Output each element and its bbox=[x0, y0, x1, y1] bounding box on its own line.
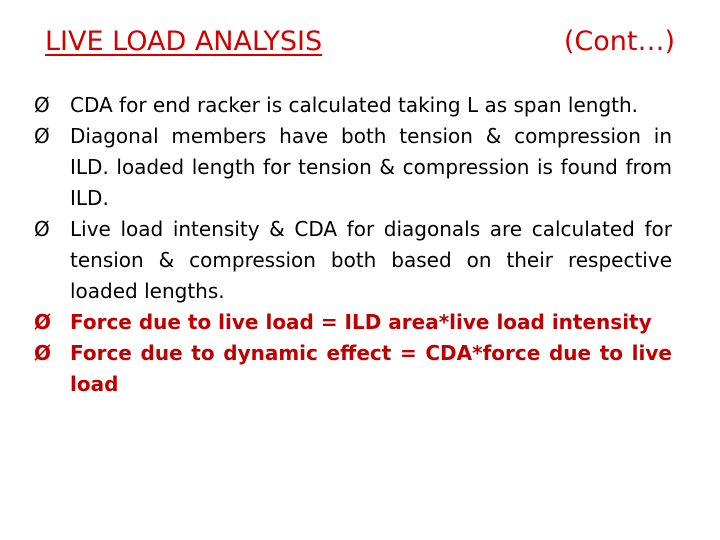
slide-title bbox=[45, 22, 675, 66]
title-main: LIVE LOAD ANALYSIS bbox=[45, 26, 323, 57]
arrow-bullet-icon: Ø bbox=[34, 93, 50, 117]
title-continued: (Cont…) bbox=[563, 26, 675, 57]
bullet-text: CDA for end racker is calculated taking L as span length. bbox=[70, 93, 639, 117]
bullet-text: Force due to live load = ILD area*live load intensity bbox=[70, 310, 652, 334]
bullet-list bbox=[30, 90, 672, 400]
arrow-bullet-icon: Ø bbox=[34, 217, 50, 241]
bullet-text: Diagonal members have both tension & compression in ILD. loaded length for tension & compression is found from ILD. bbox=[70, 124, 672, 210]
bullet-item bbox=[30, 214, 672, 307]
bullet-item-emphasis bbox=[30, 307, 672, 338]
bullet-text: Force due to dynamic effect = CDA*force due to live load bbox=[70, 341, 672, 396]
bullet-item bbox=[30, 90, 672, 121]
arrow-bullet-icon: Ø bbox=[34, 310, 52, 334]
bullet-text: Live load intensity & CDA for diagonals are calculated for tension & compression both based on their respective loaded lengths. bbox=[70, 217, 672, 303]
arrow-bullet-icon: Ø bbox=[34, 341, 52, 365]
arrow-bullet-icon: Ø bbox=[34, 124, 50, 148]
bullet-item-emphasis bbox=[30, 338, 672, 400]
bullet-item bbox=[30, 121, 672, 214]
